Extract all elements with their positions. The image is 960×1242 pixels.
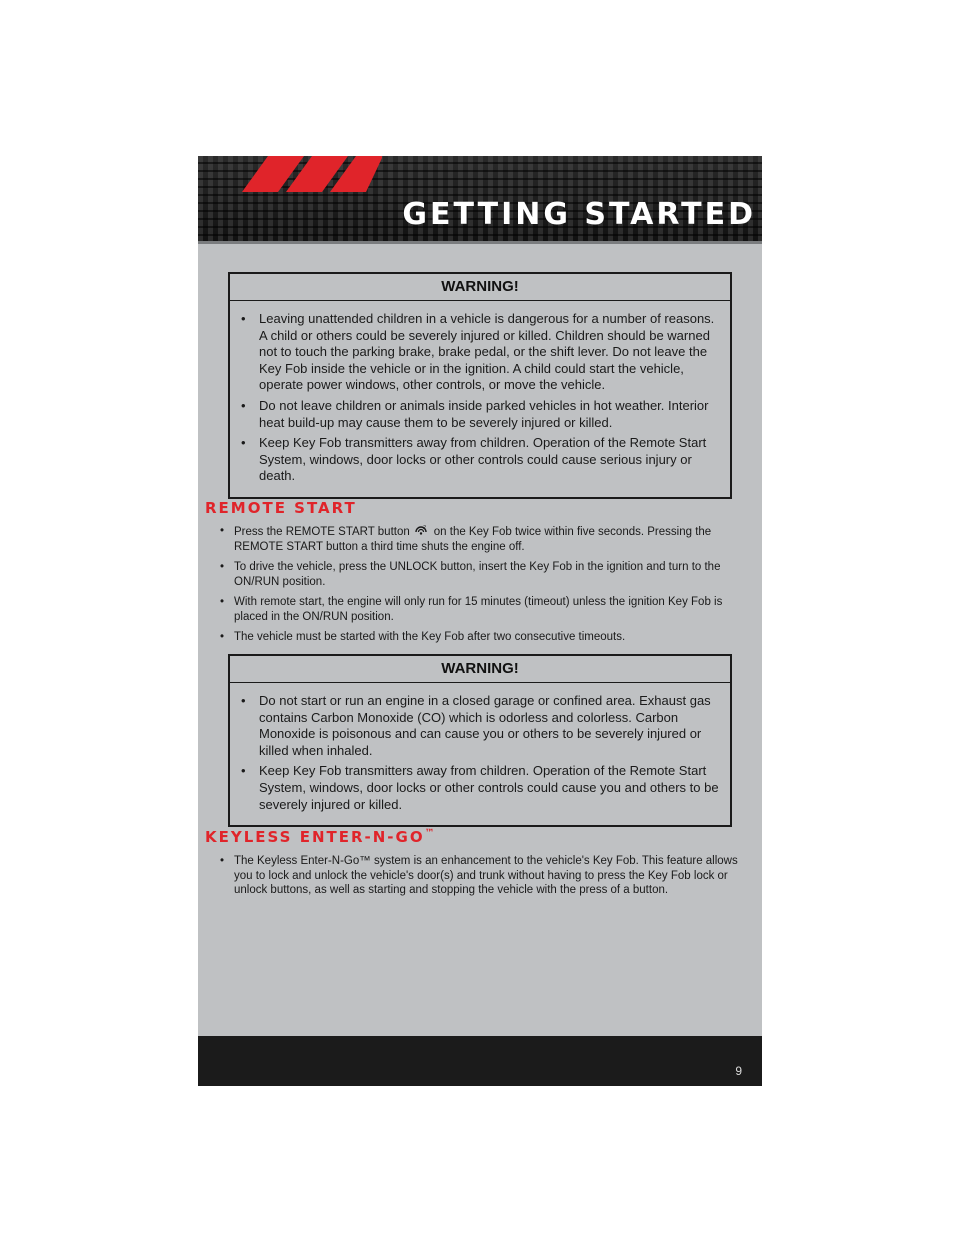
page-number: 9: [735, 1064, 742, 1078]
warning-box-children: [228, 272, 732, 499]
header-divider: [198, 241, 762, 244]
warning-title: WARNING!: [230, 274, 730, 301]
warning-item: • Do not leave children or animals inside parked vehicles in hot weather. Interior heat build-up may cause them to be severely injured or killed.: [238, 398, 724, 431]
warning-item: • Keep Key Fob transmitters away from children. Operation of the Remote Start System, windows, door locks or other controls could cause serious injury or death.: [238, 435, 724, 485]
list-item: • The Keyless Enter-N-Go™ system is an enhancement to the vehicle's Key Fob. This feature allows you to lock and unlock the vehicle's door(s) and trunk without having to press the Key Fob lock or unlock buttons, as well as starting and stopping the vehicle with the press of a button.: [220, 854, 740, 898]
list-item: • The vehicle must be started with the Key Fob after two consecutive timeouts.: [220, 630, 740, 645]
remote-start-list: [220, 524, 740, 651]
page-title: GETTING STARTED: [402, 197, 756, 232]
item-text: Press the REMOTE START button: [234, 526, 410, 538]
section-title-keyless: [205, 828, 435, 846]
warning-box-carbon-monoxide: [228, 654, 732, 827]
warning-item: • Do not start or run an engine in a closed garage or confined area. Exhaust gas contains Carbon Monoxide (CO) which is odorless and colorless. Carbon Monoxide is poisonous and can cause you or others to be severely injured or killed when inhaled.: [238, 693, 724, 759]
warning-list: [230, 683, 730, 825]
red-stripes-logo: [242, 156, 382, 192]
svg-text:2: 2: [422, 525, 426, 531]
warning-list: [230, 301, 730, 497]
list-item: [220, 524, 740, 554]
section-title-text: KEYLESS ENTER-N-GO: [205, 828, 425, 846]
list-item: • With remote start, the engine will only run for 15 minutes (timeout) unless the ignition Key Fob is placed in the ON/RUN position.: [220, 595, 740, 624]
list-item: • To drive the vehicle, press the UNLOCK button, insert the Key Fob in the ignition and turn to the ON/RUN position.: [220, 560, 740, 589]
warning-item: • Leaving unattended children in a vehicle is dangerous for a number of reasons. A child or others could be severely injured or killed. Children should be warned not to touch the parking brake, brake pedal, or the shift lever. Do not leave the Key Fob inside the vehicle or in the ignition. A child could start the vehicle, operate power windows, other controls, or move the vehicle.: [238, 311, 724, 394]
warning-title: WARNING!: [230, 656, 730, 683]
remote-start-icon: [414, 524, 428, 536]
warning-item: • Keep Key Fob transmitters away from children. Operation of the Remote Start System, windows, door locks or other controls could cause you and others to be severely injured or killed.: [238, 763, 724, 813]
section-title-remote-start: REMOTE START: [205, 499, 357, 517]
trademark-symbol: ™: [424, 828, 435, 839]
page-header: [198, 156, 762, 244]
item-text: on the Key Fob twice within five seconds. Pressing the REMOTE START button a third time shuts the engine off.: [234, 526, 712, 553]
keyless-list: [220, 854, 740, 904]
page-footer: [198, 1036, 762, 1086]
manual-page: [198, 156, 762, 1086]
